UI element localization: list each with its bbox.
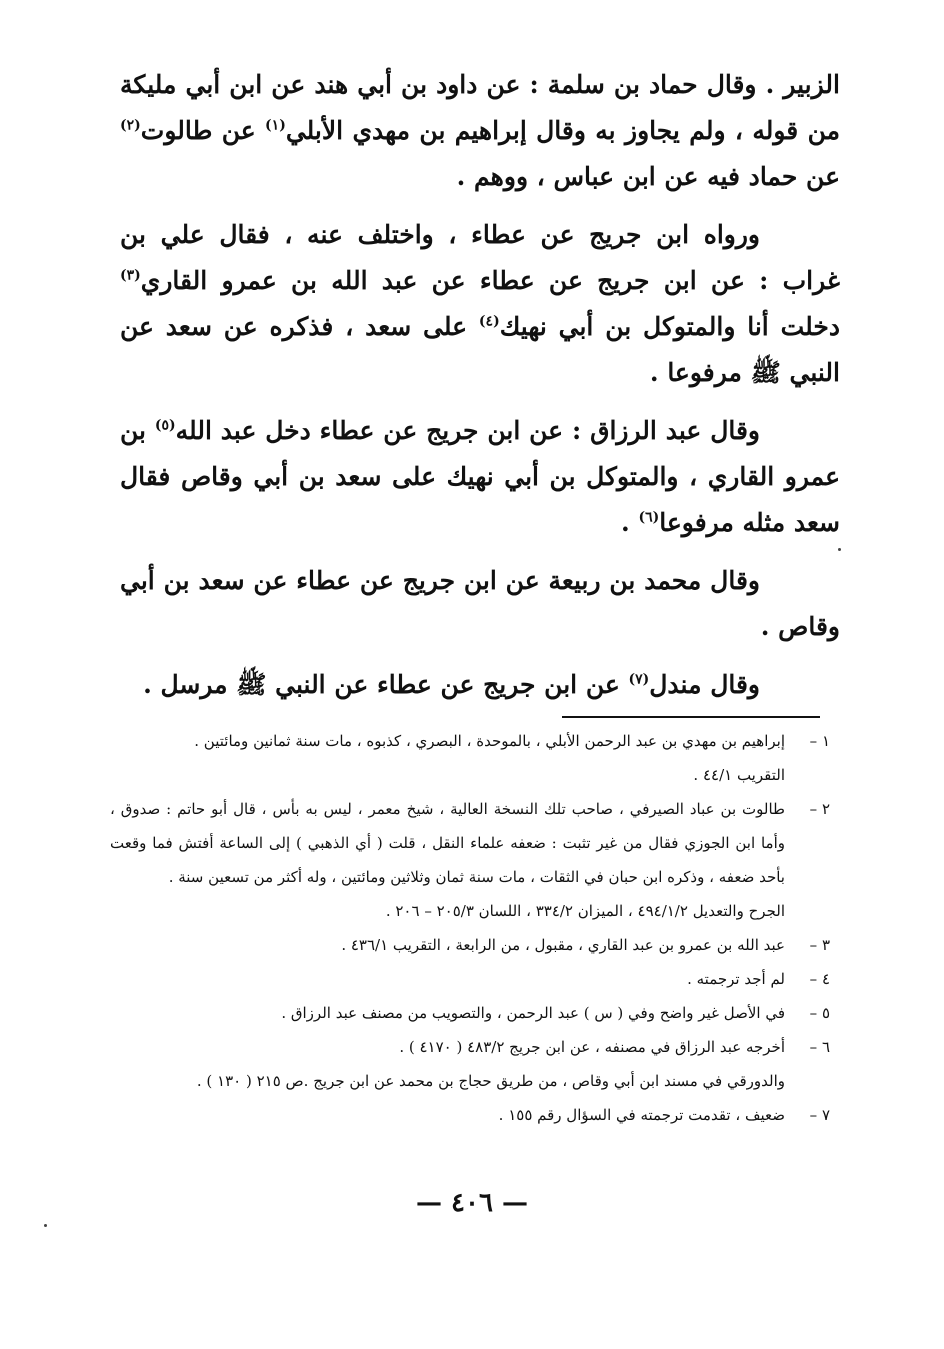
paragraph-3-text-b: بن عمرو القاري ، والمتوكل بن أبي نهيك على سعد بن أبي وقاص فقال سعد مثله مرفوعا bbox=[120, 416, 840, 537]
paragraph-3 bbox=[120, 408, 840, 546]
paragraph-1-text-c: عن حماد فيه عن ابن عباس ، ووهم . bbox=[456, 162, 840, 191]
footnote-ref-5[interactable]: (٥) bbox=[154, 417, 176, 434]
footnote-4 bbox=[110, 962, 830, 996]
paragraph-3-text-c: . bbox=[621, 508, 639, 537]
footnote-7 bbox=[110, 1098, 830, 1132]
footnote-1 bbox=[110, 724, 830, 758]
footnote-ref-6[interactable]: (٦) bbox=[638, 509, 660, 526]
footnote-2 bbox=[110, 792, 830, 894]
footnote-number: ٦ – bbox=[809, 1038, 830, 1056]
footnote-text: التقريب ٤٤/١ . bbox=[693, 766, 785, 784]
footnote-text: عبد الله بن عمرو بن عبد القاري ، مقبول ، من الرابعة ، التقريب ٤٣٦/١ . bbox=[341, 936, 785, 954]
footnote-3 bbox=[110, 928, 830, 962]
paragraph-4 bbox=[120, 558, 840, 650]
footnote-number: ٧ – bbox=[809, 1106, 830, 1124]
footnote-ref-1[interactable]: (١) bbox=[265, 117, 286, 134]
paragraph-2-text-b: دخلت أنا والمتوكل بن أبي نهيك bbox=[499, 312, 840, 341]
footnote-text: ضعيف ، تقدمت ترجمته في السؤال رقم ١٥٥ . bbox=[498, 1106, 785, 1124]
footnote-number: ١ – bbox=[809, 732, 830, 750]
page-number: — ٤٠٦ — bbox=[415, 1188, 529, 1218]
footnote-ref-4[interactable]: (٤) bbox=[478, 313, 500, 330]
paragraph-2-text-c: على سعد ، فذكره عن سعد عن النبي ﷺ مرفوعا . bbox=[120, 312, 840, 387]
footnote-text: الجرح والتعديل ٤٩٤/١/٢ ، الميزان ٣٣٤/٢ ، اللسان ٢٠٥/٣ – ٢٠٦ . bbox=[385, 902, 785, 920]
footnote-number: ٣ – bbox=[809, 936, 830, 954]
footnote-text: والدورقي في مسند ابن أبي وقاص ، من طريق حجاج بن محمد عن ابن جريج .ص ٢١٥ ( ١٣٠ ) . bbox=[196, 1072, 785, 1090]
footnote-6 bbox=[110, 1030, 830, 1064]
scan-speck bbox=[838, 548, 841, 551]
footnote-2-source bbox=[110, 894, 830, 928]
paragraph-5-text-a: وقال مندل bbox=[649, 670, 760, 699]
footnote-6-continued bbox=[110, 1064, 830, 1098]
main-text bbox=[120, 62, 840, 720]
footnote-text: لم أجد ترجمته . bbox=[687, 970, 785, 988]
paragraph-1-text-a: الزبير . وقال حماد بن سلمة : عن داود بن أبي هند عن ابن أبي مليكة من قوله ، ولم يجاوز به وقال إبراهيم بن مهدي الأبلي bbox=[120, 70, 840, 145]
footnote-5 bbox=[110, 996, 830, 1030]
footnote-text: طالوت بن عباد الصيرفي ، صاحب تلك النسخة العالية ، شيخ معمر ، ليس به بأس ، قال أبو حاتم : صدوق ، وأما ابن الجوزي فقال من غير تثبت : ضعفه علماء النقل ، قلت ( أي الذهبي ) إلى الساعة أفتش فما وقعت بأحد ضعفه ، وذكره ابن حبان في الثقات ، مات سنة ثمان وثلاثين ومائتين ، وله أكثر من تسعين سنة . bbox=[110, 800, 785, 886]
footnote-text: أخرجه عبد الرزاق في مصنفه ، عن ابن جريج ٤٨٣/٢ ( ٤١٧٠ ) . bbox=[399, 1038, 785, 1056]
footnote-text: في الأصل غير واضح وفي ( س ) عبد الرحمن ، والتصويب من مصنف عبد الرزاق . bbox=[281, 1004, 785, 1022]
footnote-number: ٤ – bbox=[809, 970, 830, 988]
paragraph-5-text-b: عن ابن جريج عن عطاء عن النبي ﷺ مرسل . bbox=[143, 670, 629, 699]
footnote-number: ٢ – bbox=[809, 800, 830, 818]
paragraph-2 bbox=[120, 212, 840, 396]
paragraph-4-text: وقال محمد بن ربيعة عن ابن جريج عن عطاء عن سعد بن أبي وقاص . bbox=[120, 566, 840, 641]
footnote-text: إبراهيم بن مهدي بن عبد الرحمن الأبلي ، بالموحدة ، البصري ، كذبوه ، مات سنة ثمانين ومائتين . bbox=[194, 732, 785, 750]
paragraph-2-text-a: ورواه ابن جريج عن عطاء ، واختلف عنه ، فقال علي بن غراب : عن ابن جريج عن عطاء عن عبد الله بن عمرو القاري bbox=[120, 220, 840, 295]
paragraph-3-text-a: وقال عبد الرزاق : عن ابن جريج عن عطاء دخل عبد الله bbox=[175, 416, 760, 445]
paragraph-5 bbox=[120, 662, 840, 708]
footnote-1-source bbox=[110, 758, 830, 792]
paragraph-1 bbox=[120, 62, 840, 200]
footnote-ref-3[interactable]: (٣) bbox=[120, 267, 141, 284]
footnote-separator bbox=[562, 716, 820, 718]
scan-speck bbox=[44, 1224, 47, 1227]
footnote-number: ٥ – bbox=[809, 1004, 830, 1022]
paragraph-1-text-b: عن طالوت bbox=[140, 116, 266, 145]
footnotes bbox=[110, 724, 830, 1132]
footnote-ref-7[interactable]: (٧) bbox=[628, 671, 650, 688]
footnote-ref-2[interactable]: (٢) bbox=[120, 117, 141, 134]
